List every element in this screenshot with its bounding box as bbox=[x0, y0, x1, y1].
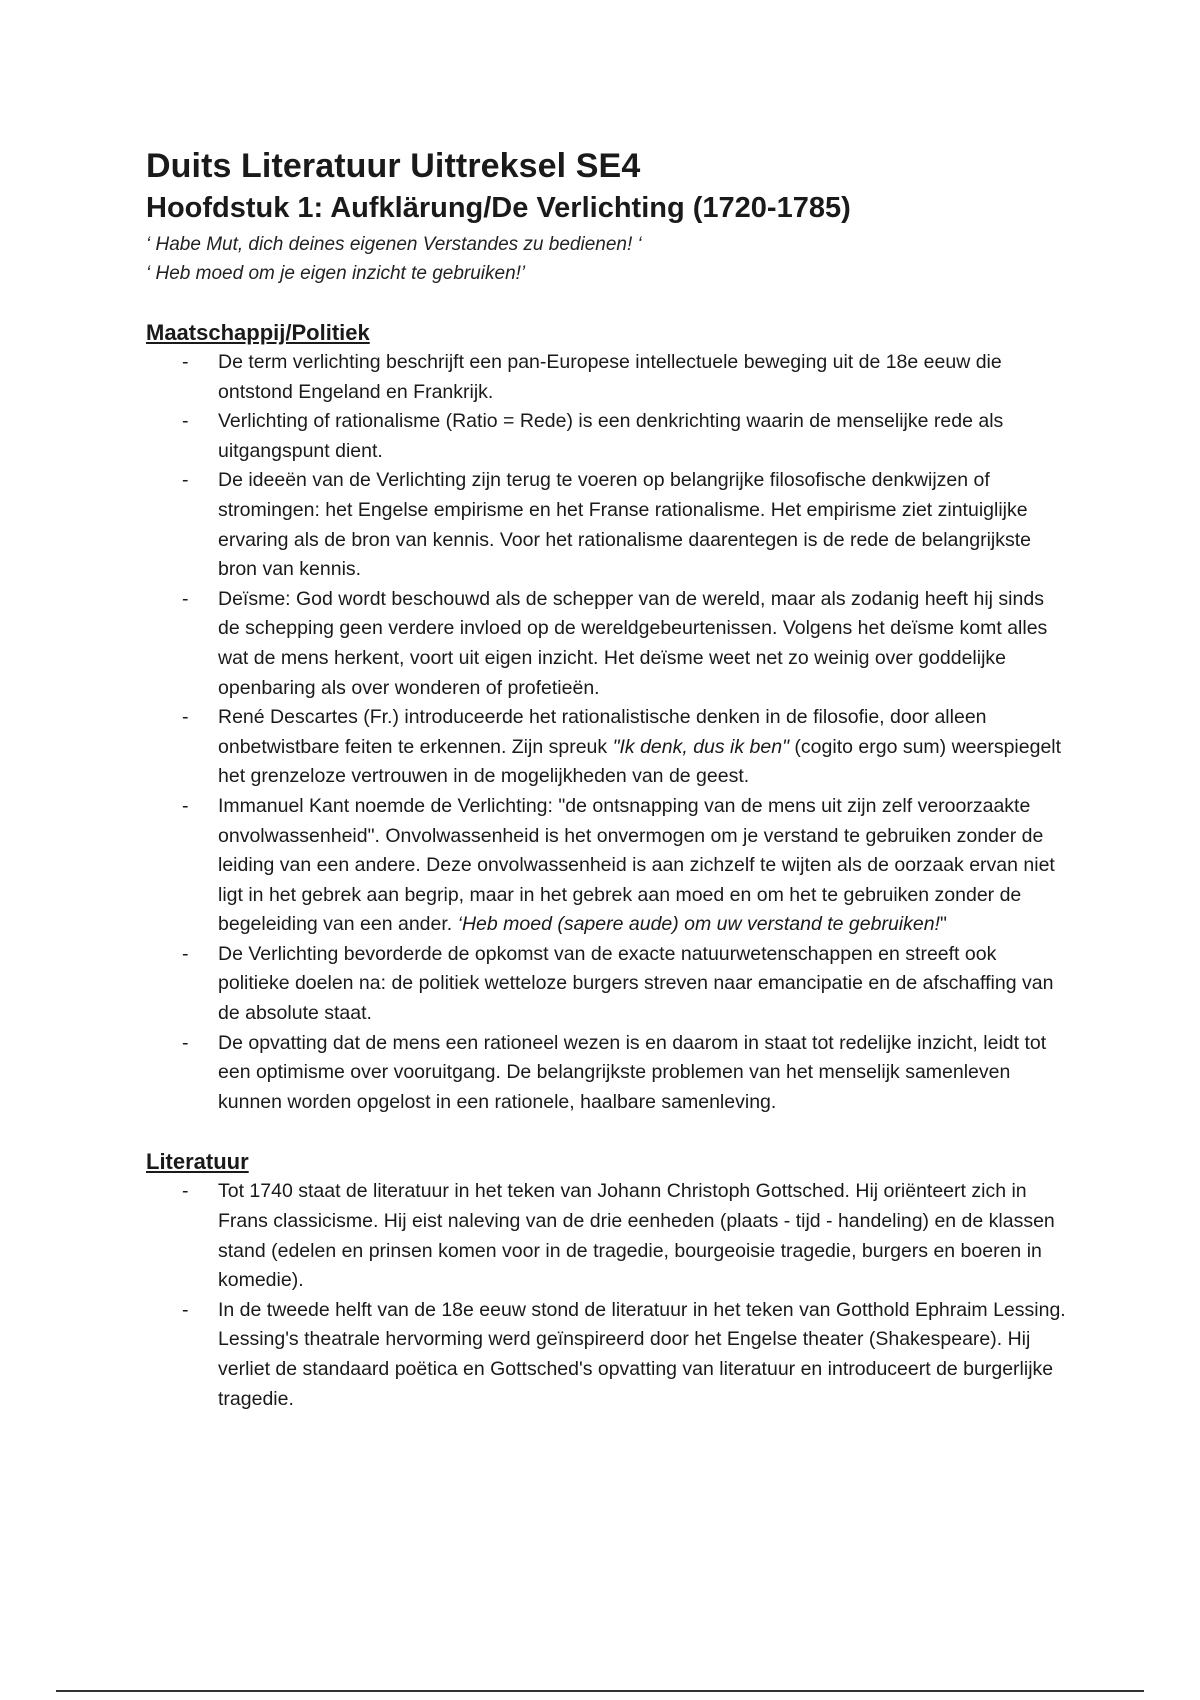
bullet-list-literatuur bbox=[146, 1177, 1066, 1414]
bullet-dash: - bbox=[182, 1298, 189, 1321]
list-item bbox=[146, 1177, 1066, 1295]
list-item-text: René Descartes (Fr.) introduceerde het rationalistische denken in de filosofie, door alleen onbetwistbare feiten te erkennen. Zijn spreuk bbox=[218, 706, 987, 758]
motto-quote-german: ‘ Habe Mut, dich deines eigenen Verstandes zu bedienen! ‘ bbox=[146, 234, 642, 255]
section-heading-literatuur: Literatuur bbox=[146, 1149, 249, 1175]
document-page bbox=[146, 144, 1066, 1414]
list-item-text: De ideeën van de Verlichting zijn terug te voeren op belangrijke filosofische denkwijzen of stromingen: het Engelse empirisme en het Franse rationalisme. Het empirisme ziet zintuiglijke ervaring als de bron van kennis. Voor het rationalisme daarentegen is de rede de belangrijkste bron van kennis. bbox=[218, 469, 1032, 581]
list-item-text: Immanuel Kant noemde de Verlichting: "de ontsnapping van de mens uit zijn zelf veroorzaakte onvolwassenheid". Onvolwassenheid is het onvermogen om je verstand te gebruiken zonder de leiding van een andere. Deze onvolwassenheid is aan zichzelf te wijten als de oorzaak ervan niet ligt in het gebrek aan begrip, maar in het gebrek aan moed en om het te gebruiken zonder de begeleiding van een ander. bbox=[218, 794, 1055, 936]
list-item-text: In de tweede helft van de 18e eeuw stond de literatuur in het teken van Gotthold Ephraim Lessing. Lessing's theatrale hervorming werd geïnspireerd door het Engelse theater (Shakespeare). Hij verliet de standaard poëtica en Gottsched's opvatting van literatuur en introduceert de burgerlijke tragedie. bbox=[218, 1298, 1066, 1410]
page-bottom-divider bbox=[56, 1690, 1144, 1692]
list-item bbox=[146, 585, 1066, 703]
bullet-dash: - bbox=[182, 706, 189, 729]
list-item-text: Deïsme: God wordt beschouwd als de schepper van de wereld, maar als zodanig heeft hij sinds de schepping geen verdere invloed op de wereldgebeurtenissen. Volgens het deïsme komt alles wat de mens herkent, voort uit eigen inzicht. Het deïsme weet net zo weinig over goddelijke openbaring als over wonderen of profetieën. bbox=[218, 587, 1048, 699]
chapter-title: Hoofdstuk 1: Aufklärung/De Verlichting (1720-1785) bbox=[146, 192, 851, 224]
bullet-dash: - bbox=[182, 1180, 189, 1203]
list-item-text: De Verlichting bevorderde de opkomst van de exacte natuurwetenschappen en streeft ook politieke doelen na: de politiek wetteloze burgers streven naar emancipatie en de afschaffing van de absolute staat. bbox=[218, 942, 1054, 1025]
section-heading-politiek: Maatschappij/Politiek bbox=[146, 320, 370, 345]
list-item-text: Verlichting of rationalisme (Ratio = Rede) is een denkrichting waarin de menselijke rede als uitgangspunt dient. bbox=[218, 410, 1004, 462]
list-item-text: De term verlichting beschrijft een pan-Europese intellectuele beweging uit de 18e eeuw die ontstond Engeland en Frankrijk. bbox=[218, 351, 1002, 403]
list-item bbox=[146, 940, 1066, 1029]
list-item-text: Tot 1740 staat de literatuur in het teken van Johann Christoph Gottsched. Hij oriënteert zich in Frans classicisme. Hij eist naleving van de drie eenheden (plaats - tijd - handeling) en de klassen stand (edelen en prinsen komen voor in de tragedie, bourgeoisie tragedie, burgers en boeren in komedie). bbox=[218, 1180, 1055, 1292]
bullet-dash: - bbox=[182, 410, 189, 433]
descartes-quote: "Ik denk, dus ik ben" bbox=[612, 735, 790, 758]
list-item-text: De opvatting dat de mens een rationeel wezen is en daarom in staat tot redelijke inzicht, leidt tot een optimisme over vooruitgang. De belangrijkste problemen van het menselijk samenleven kunnen worden opgelost in een rationele, haalbare samenleving. bbox=[218, 1031, 1047, 1113]
list-item bbox=[146, 1029, 1066, 1118]
section-maatschappij-politiek bbox=[146, 318, 1066, 1117]
list-item bbox=[146, 407, 1066, 466]
list-item-text: (cogito ergo sum) weerspiegelt het grenzeloze vertrouwen in de mogelijkheden van de geest. bbox=[218, 735, 1062, 788]
motto-quote-dutch: ‘ Heb moed om je eigen inzicht te gebruiken!’ bbox=[146, 263, 526, 284]
list-item bbox=[146, 348, 1066, 407]
kant-quote: ‘Heb moed (sapere aude) om uw verstand te gebruiken! bbox=[457, 913, 940, 936]
motto-quotes bbox=[146, 230, 1066, 288]
list-item-descartes bbox=[146, 703, 1066, 792]
bullet-list-politiek bbox=[146, 348, 1066, 1117]
list-item bbox=[146, 1296, 1066, 1414]
bullet-dash: - bbox=[182, 587, 189, 610]
bullet-dash: - bbox=[182, 794, 189, 817]
document-title: Duits Literatuur Uittreksel SE4 bbox=[146, 147, 641, 185]
section-literatuur bbox=[146, 1147, 1066, 1414]
bullet-dash: - bbox=[182, 942, 189, 965]
bullet-dash: - bbox=[182, 351, 189, 373]
list-item-text: " bbox=[939, 913, 947, 936]
bullet-dash: - bbox=[182, 1031, 189, 1054]
list-item-kant bbox=[146, 792, 1066, 940]
bullet-dash: - bbox=[182, 469, 189, 492]
list-item bbox=[146, 466, 1066, 584]
